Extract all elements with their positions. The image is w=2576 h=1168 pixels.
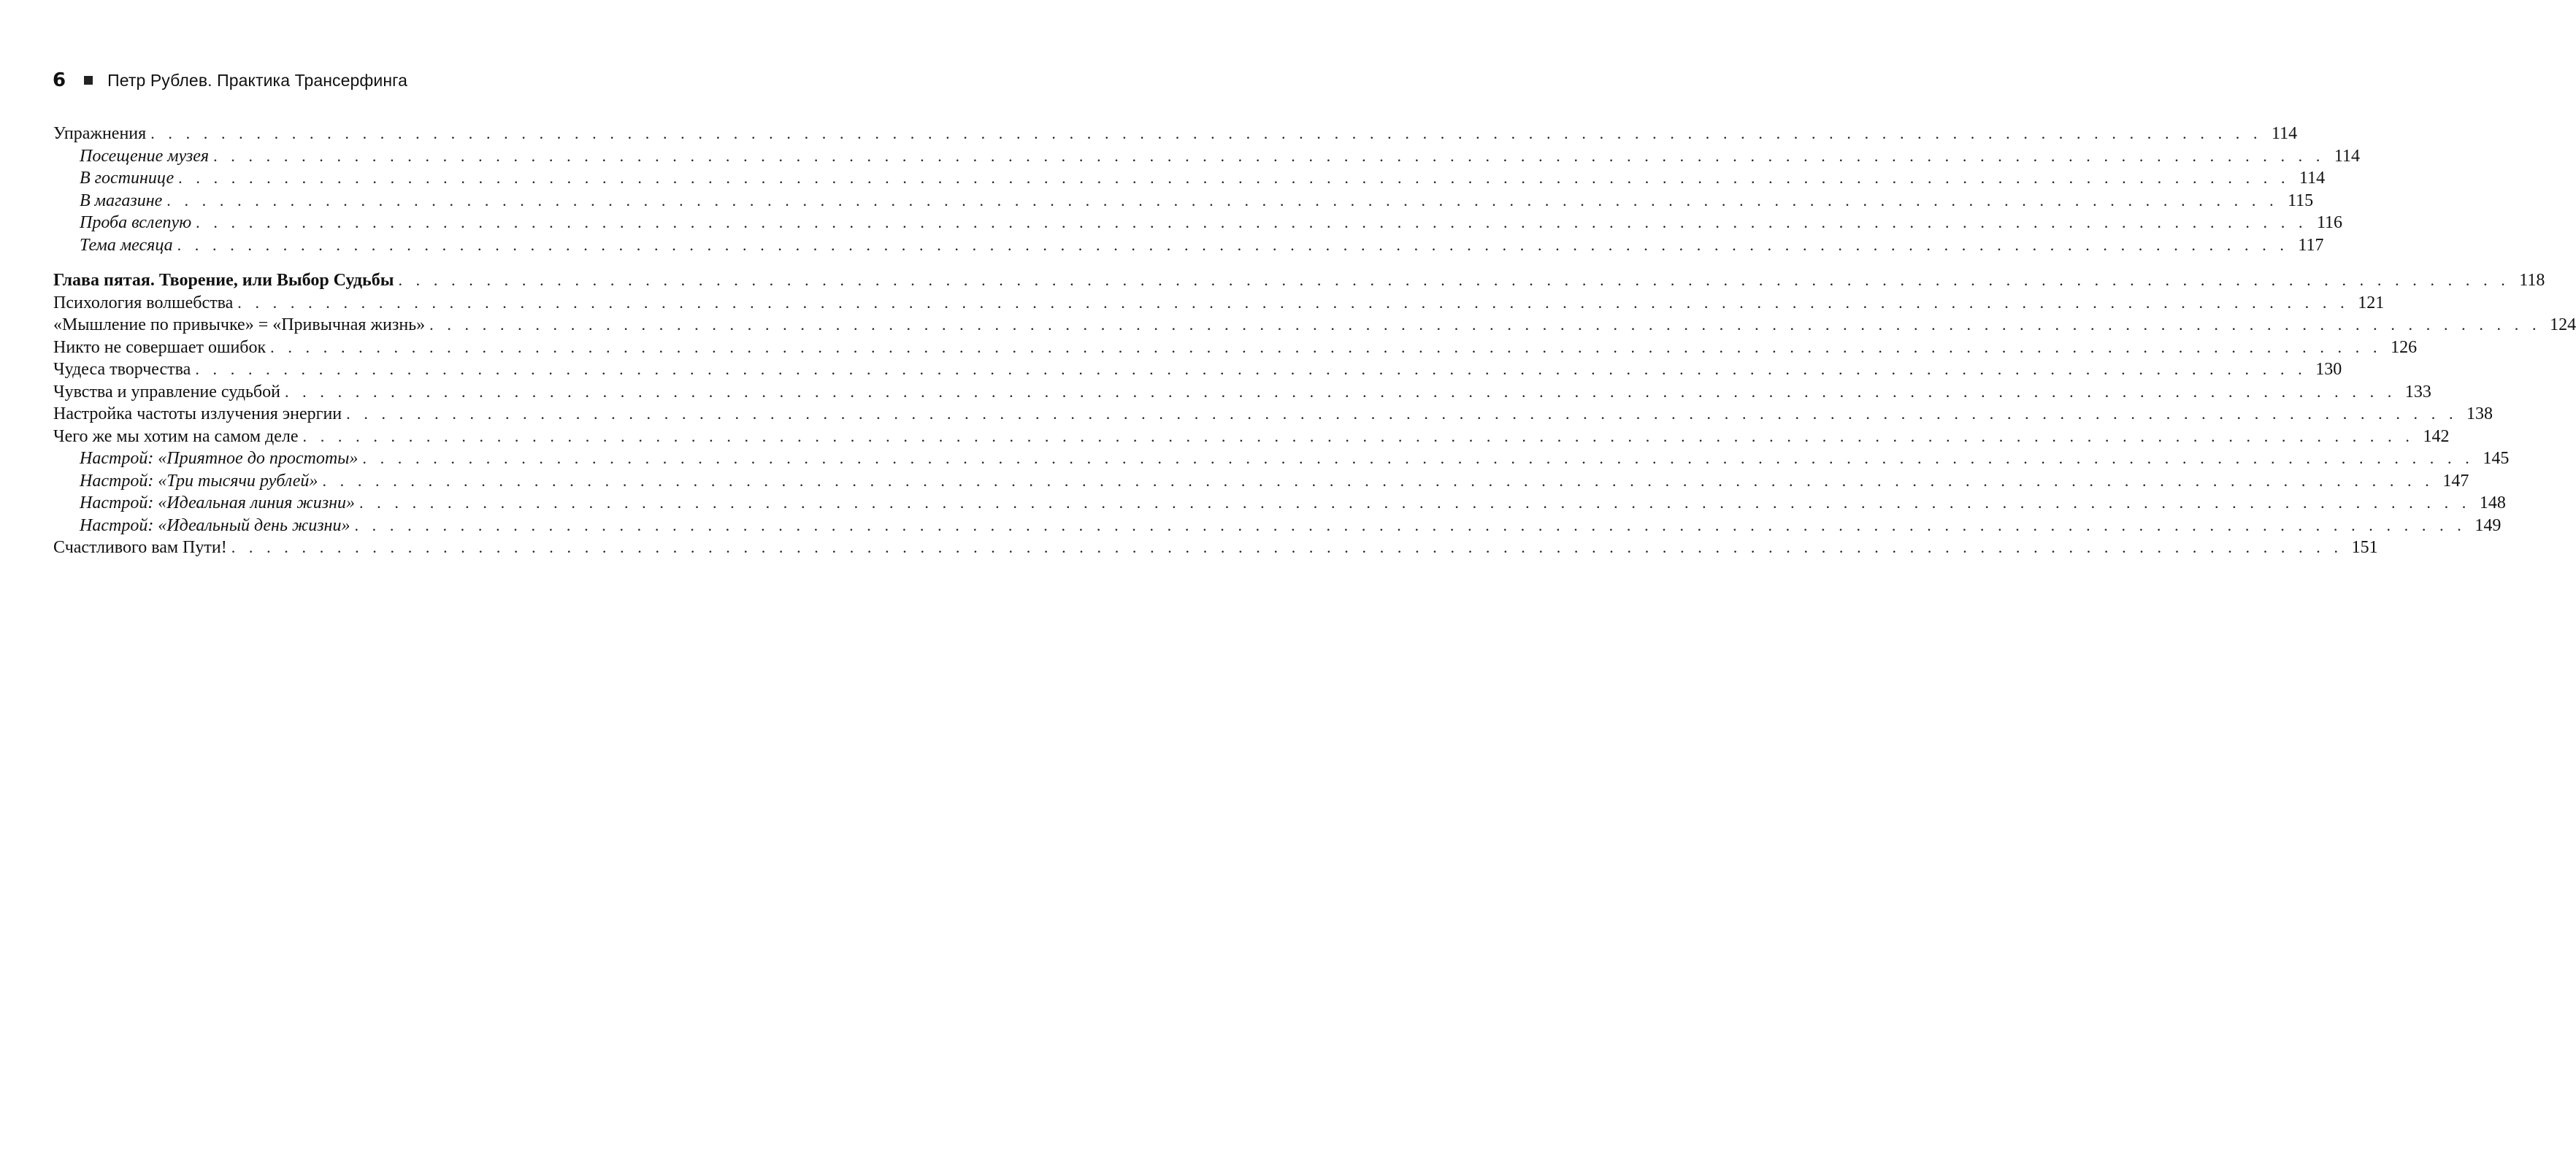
toc-entry-title: В гостинице	[80, 169, 175, 188]
dot-leader: . . . . . . . . . . . . . . . . . . . . . . . . . . . . . . . . . . . . . . . . . . . . . . . . . . . . . . . . . . . . . . . . . . . . . . . . . . . . . . . . . . . . . . . . . . . . . . . . . . . . . . . . . . . . . . . . . . . . . . . .	[362, 449, 2475, 467]
dot-leader: . . . . . . . . . . . . . . . . . . . . . . . . . . . . . . . . . . . . . . . . . . . . . . . . . . . . . . . . . . . . . . . . . . . . . . . . . . . . . . . . . . . . . . . . . . . . . . . . . . . . . . . . . . . . . . . . . . . . . . . .	[354, 515, 2466, 534]
toc-subentry	[53, 145, 2360, 168]
dot-leader: . . . . . . . . . . . . . . . . . . . . . . . . . . . . . . . . . . . . . . . . . . . . . . . . . . . . . . . . . . . . . . . . . . . . . . . . . . . . . . . . . . . . . . . . . . . . . . . . . . . . . . . . . . . . . . . . . . . . . . . .	[429, 315, 2542, 334]
toc-entry-title: Никто не совершает ошибок	[53, 337, 267, 357]
toc-entry-page: 130	[2315, 360, 2342, 379]
toc-entry-title: Упражнения	[53, 124, 147, 143]
toc-subentry	[53, 234, 2324, 257]
dot-leader: . . . . . . . . . . . . . . . . . . . . . . . . . . . . . . . . . . . . . . . . . . . . . . . . . . . . . . . . . . . . . . . . . . . . . . . . . . . . . . . . . . . . . . . . . . . . . . . . . . . . . . . . . . . . . . . . . . . . . . . .	[178, 169, 2291, 187]
toc-entry-page: 138	[2466, 404, 2493, 423]
toc-entry	[53, 537, 2378, 559]
toc-entry-title: «Мышление по привычке» = «Привычная жизнь»	[53, 315, 426, 334]
dot-leader: . . . . . . . . . . . . . . . . . . . . . . . . . . . . . . . . . . . . . . . . . . . . . . . . . . . . . . . . . . . . . . . . . . . . . . . . . . . . . . . . . . . . . . . . . . . . . . . . . . . . . . . . . . . . . . . . . . . . . . . .	[177, 235, 2289, 254]
dot-leader: . . . . . . . . . . . . . . . . . . . . . . . . . . . . . . . . . . . . . . . . . . . . . . . . . . . . . . . . . . . . . . . . . . . . . . . . . . . . . . . . . . . . . . . . . . . . . . . . . . . . . . . . . . . . . . . . . . . . . . . .	[166, 191, 2279, 210]
dot-leader: . . . . . . . . . . . . . . . . . . . . . . . . . . . . . . . . . . . . . . . . . . . . . . . . . . . . . . . . . . . . . . . . . . . . . . . . . . . . . . . . . . . . . . . . . . . . . . . . . . . . . . . . . . . . . . . . . . . . . . . .	[359, 493, 2471, 512]
dot-leader: . . . . . . . . . . . . . . . . . . . . . . . . . . . . . . . . . . . . . . . . . . . . . . . . . . . . . . . . . . . . . . . . . . . . . . . . . . . . . . . . . . . . . . . . . . . . . . . . . . . . . . . . . . . . . . . . . . . . . . . .	[346, 404, 2458, 423]
toc-entry	[53, 403, 2493, 426]
toc-entry-title: Настройка частоты излучения энергии	[53, 404, 342, 423]
toc-entry	[53, 123, 2298, 145]
toc-entry-title: Настрой: «Идеальная линия жизни»	[80, 493, 355, 512]
toc-chapter-entry	[53, 269, 2545, 292]
toc-entry	[53, 314, 2576, 337]
toc-entry-page: 114	[2299, 169, 2326, 188]
toc-entry-page: 149	[2475, 515, 2502, 535]
toc-subentry	[53, 492, 2506, 515]
dot-leader: . . . . . . . . . . . . . . . . . . . . . . . . . . . . . . . . . . . . . . . . . . . . . . . . . . . . . . . . . . . . . . . . . . . . . . . . . . . . . . . . . . . . . . . . . . . . . . . . . . . . . . . . . . . . . . . . . . . . . . . .	[322, 471, 2434, 490]
toc-subentry	[53, 447, 2510, 470]
dot-leader: . . . . . . . . . . . . . . . . . . . . . . . . . . . . . . . . . . . . . . . . . . . . . . . . . . . . . . . . . . . . . . . . . . . . . . . . . . . . . . . . . . . . . . . . . . . . . . . . . . . . . . . . . . . . . . . . . . . . . . . .	[270, 337, 2383, 356]
toc-entry-title: Посещение музея	[80, 146, 210, 166]
toc-entry	[53, 337, 2418, 359]
toc-entry-title: Настрой: «Идеальный день жизни»	[80, 515, 350, 535]
toc-entry-page: 142	[2423, 426, 2450, 446]
toc-entry-title: Глава пятая. Творение, или Выбор Судьбы	[53, 271, 394, 290]
square-icon	[84, 76, 93, 85]
toc-entry-title: Настрой: «Приятное до простоты»	[80, 449, 359, 468]
dot-leader: . . . . . . . . . . . . . . . . . . . . . . . . . . . . . . . . . . . . . . . . . . . . . . . . . . . . . . . . . . . . . . . . . . . . . . . . . . . . . . . . . . . . . . . . . . . . . . . . . . . . . . . . . . . . . . . . . . . . . . . .	[398, 271, 2510, 289]
toc-entry-title: Чудеса творчества	[53, 360, 191, 379]
dot-leader: . . . . . . . . . . . . . . . . . . . . . . . . . . . . . . . . . . . . . . . . . . . . . . . . . . . . . . . . . . . . . . . . . . . . . . . . . . . . . . . . . . . . . . . . . . . . . . . . . . . . . . . . . . . . . . . . . . . . . . . .	[195, 360, 2307, 378]
toc-subentry	[53, 190, 2314, 212]
table-of-contents	[53, 123, 2576, 559]
toc-subentry	[53, 167, 2326, 190]
toc-entry-page: 117	[2298, 235, 2324, 255]
toc-entry-page: 115	[2288, 191, 2314, 210]
toc-entry	[53, 358, 2342, 381]
dot-leader: . . . . . . . . . . . . . . . . . . . . . . . . . . . . . . . . . . . . . . . . . . . . . . . . . . . . . . . . . . . . . . . . . . . . . . . . . . . . . . . . . . . . . . . . . . . . . . . . . . . . . . . . . . . . . . . . . . . . . . . .	[237, 293, 2350, 312]
page-number: 6	[53, 69, 66, 91]
toc-entry-page: 147	[2442, 471, 2469, 491]
toc-entry-title: Проба вслепую	[80, 213, 192, 232]
toc-entry-page: 116	[2316, 213, 2343, 232]
toc-entry-title: В магазине	[80, 191, 163, 210]
toc-subentry	[53, 212, 2343, 234]
toc-entry-page: 118	[2519, 271, 2545, 290]
dot-leader: . . . . . . . . . . . . . . . . . . . . . . . . . . . . . . . . . . . . . . . . . . . . . . . . . . . . . . . . . . . . . . . . . . . . . . . . . . . . . . . . . . . . . . . . . . . . . . . . . . . . . . . . . . . . . . . . . . . . . . . .	[302, 426, 2415, 445]
dot-leader: . . . . . . . . . . . . . . . . . . . . . . . . . . . . . . . . . . . . . . . . . . . . . . . . . . . . . . . . . . . . . . . . . . . . . . . . . . . . . . . . . . . . . . . . . . . . . . . . . . . . . . . . . . . . . . . . . . . . . . . .	[213, 146, 2325, 165]
toc-entry-title: Чего же мы хотим на самом деле	[53, 426, 299, 446]
dot-leader: . . . . . . . . . . . . . . . . . . . . . . . . . . . . . . . . . . . . . . . . . . . . . . . . . . . . . . . . . . . . . . . . . . . . . . . . . . . . . . . . . . . . . . . . . . . . . . . . . . . . . . . . . . . . . . . . . . . . . . . .	[231, 538, 2343, 556]
dot-leader: . . . . . . . . . . . . . . . . . . . . . . . . . . . . . . . . . . . . . . . . . . . . . . . . . . . . . . . . . . . . . . . . . . . . . . . . . . . . . . . . . . . . . . . . . . . . . . . . . . . . . . . . . . . . . . . . . . . . . . . .	[284, 382, 2396, 401]
toc-subentry	[53, 515, 2502, 537]
dot-leader: . . . . . . . . . . . . . . . . . . . . . . . . . . . . . . . . . . . . . . . . . . . . . . . . . . . . . . . . . . . . . . . . . . . . . . . . . . . . . . . . . . . . . . . . . . . . . . . . . . . . . . . . . . . . . . . . . . . . . . . .	[196, 213, 2308, 231]
toc-entry-page: 133	[2404, 382, 2431, 402]
toc-entry-page: 124	[2550, 315, 2576, 334]
toc-entry-page: 151	[2351, 538, 2378, 557]
toc-entry-page: 114	[2334, 146, 2360, 166]
toc-entry-page: 121	[2358, 293, 2385, 312]
toc-entry-title: Психология волшебства	[53, 293, 234, 312]
toc-entry-page: 114	[2271, 124, 2298, 143]
toc-entry-title: Счастливого вам Пути!	[53, 538, 227, 557]
toc-entry-page: 126	[2391, 337, 2418, 357]
toc-entry-page: 148	[2479, 493, 2506, 512]
running-title: Петр Рублев. Практика Трансерфинга	[107, 70, 408, 90]
toc-entry	[53, 381, 2431, 404]
toc-entry	[53, 426, 2450, 448]
toc-entry-title: Настрой: «Три тысячи рублей»	[80, 471, 318, 491]
toc-entry-page: 145	[2483, 449, 2510, 468]
running-header	[53, 67, 407, 93]
toc-entry-title: Тема месяца	[80, 235, 173, 255]
toc-entry	[53, 292, 2385, 315]
toc-subentry	[53, 470, 2469, 493]
toc-entry-title: Чувства и управление судьбой	[53, 382, 280, 402]
dot-leader: . . . . . . . . . . . . . . . . . . . . . . . . . . . . . . . . . . . . . . . . . . . . . . . . . . . . . . . . . . . . . . . . . . . . . . . . . . . . . . . . . . . . . . . . . . . . . . . . . . . . . . . . . . . . . . . . . . . . . . . .	[150, 124, 2263, 142]
